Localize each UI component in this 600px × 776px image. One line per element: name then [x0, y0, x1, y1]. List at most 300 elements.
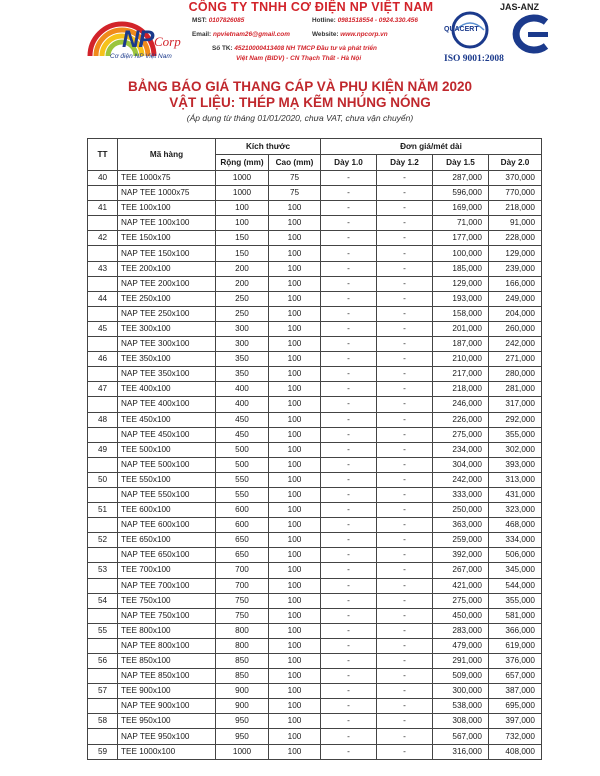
- row-price-1-2: -: [377, 171, 433, 186]
- row-price-1-2: -: [377, 367, 433, 382]
- row-price-2-0: 271,000: [489, 352, 542, 367]
- row-item-name: NAP TEE 300x100: [118, 337, 216, 352]
- row-height: 75: [269, 171, 321, 186]
- row-price-1-5: 193,000: [433, 291, 489, 306]
- table-row: [88, 608, 542, 623]
- row-tt: [88, 367, 118, 382]
- row-price-1-5: 316,000: [433, 744, 489, 759]
- row-price-2-0: 302,000: [489, 442, 542, 457]
- row-price-1-2: -: [377, 654, 433, 669]
- row-price-1-5: 71,000: [433, 216, 489, 231]
- table-row: [88, 337, 542, 352]
- row-price-1-2: -: [377, 216, 433, 231]
- row-tt: 41: [88, 201, 118, 216]
- company-name: CÔNG TY TNHH CƠ ĐIỆN NP VIỆT NAM: [188, 0, 434, 14]
- row-tt: 48: [88, 412, 118, 427]
- row-item-name: NAP TEE 1000x75: [118, 186, 216, 201]
- mst-line: [192, 17, 244, 24]
- row-price-1-0: -: [321, 201, 377, 216]
- table-row: [88, 744, 542, 759]
- header-thickness-1-5: Dày 1.5: [433, 155, 489, 171]
- row-width: 700: [216, 563, 269, 578]
- table-row: [88, 729, 542, 744]
- row-width: 600: [216, 518, 269, 533]
- row-item-name: NAP TEE 750x100: [118, 608, 216, 623]
- row-height: 100: [269, 623, 321, 638]
- row-width: 650: [216, 548, 269, 563]
- row-height: 100: [269, 291, 321, 306]
- row-width: 1000: [216, 186, 269, 201]
- row-tt: [88, 669, 118, 684]
- row-height: 100: [269, 533, 321, 548]
- row-tt: 55: [88, 623, 118, 638]
- row-tt: [88, 729, 118, 744]
- row-price-1-0: -: [321, 548, 377, 563]
- row-width: 200: [216, 276, 269, 291]
- price-table: [87, 138, 542, 760]
- row-price-1-0: -: [321, 487, 377, 502]
- row-height: 100: [269, 684, 321, 699]
- table-row: [88, 291, 542, 306]
- row-price-2-0: 91,000: [489, 216, 542, 231]
- table-row: [88, 367, 542, 382]
- row-width: 800: [216, 638, 269, 653]
- email-value: npvietnam26@gmail.com: [212, 31, 290, 38]
- hotline-label: Hotline:: [312, 17, 336, 24]
- row-price-1-2: -: [377, 744, 433, 759]
- row-price-1-5: 267,000: [433, 563, 489, 578]
- row-item-name: NAP TEE 250x100: [118, 306, 216, 321]
- row-height: 100: [269, 352, 321, 367]
- row-price-2-0: 323,000: [489, 503, 542, 518]
- row-height: 100: [269, 412, 321, 427]
- row-price-1-5: 250,000: [433, 503, 489, 518]
- row-tt: 53: [88, 563, 118, 578]
- email-label: Email:: [192, 31, 212, 38]
- row-item-name: TEE 100x100: [118, 201, 216, 216]
- row-price-1-0: -: [321, 397, 377, 412]
- row-price-1-0: -: [321, 578, 377, 593]
- row-price-2-0: 376,000: [489, 654, 542, 669]
- table-row: [88, 412, 542, 427]
- table-row: [88, 171, 542, 186]
- header-tt: TT: [88, 139, 118, 171]
- row-price-1-5: 129,000: [433, 276, 489, 291]
- row-price-1-5: 567,000: [433, 729, 489, 744]
- row-price-1-5: 421,000: [433, 578, 489, 593]
- row-item-name: NAP TEE 650x100: [118, 548, 216, 563]
- table-row: [88, 382, 542, 397]
- table-row: [88, 533, 542, 548]
- table-row: [88, 442, 542, 457]
- row-width: 750: [216, 593, 269, 608]
- row-width: 700: [216, 578, 269, 593]
- row-height: 100: [269, 397, 321, 412]
- row-height: 100: [269, 744, 321, 759]
- row-price-1-0: -: [321, 533, 377, 548]
- row-price-2-0: 166,000: [489, 276, 542, 291]
- row-price-1-0: -: [321, 623, 377, 638]
- row-price-1-5: 300,000: [433, 684, 489, 699]
- row-item-name: TEE 850x100: [118, 654, 216, 669]
- table-row: [88, 472, 542, 487]
- row-price-1-2: -: [377, 382, 433, 397]
- table-row: [88, 201, 542, 216]
- row-price-2-0: 581,000: [489, 608, 542, 623]
- row-width: 250: [216, 306, 269, 321]
- row-price-1-2: -: [377, 276, 433, 291]
- row-price-1-2: -: [377, 261, 433, 276]
- row-height: 100: [269, 246, 321, 261]
- row-price-1-5: 242,000: [433, 472, 489, 487]
- row-price-1-0: -: [321, 563, 377, 578]
- row-height: 100: [269, 321, 321, 336]
- table-row: [88, 352, 542, 367]
- website-line: [312, 31, 388, 38]
- row-item-name: TEE 600x100: [118, 503, 216, 518]
- row-price-2-0: 239,000: [489, 261, 542, 276]
- row-price-1-2: -: [377, 608, 433, 623]
- row-price-1-2: -: [377, 397, 433, 412]
- letterhead: [0, 0, 600, 72]
- row-price-2-0: 228,000: [489, 231, 542, 246]
- row-price-2-0: 431,000: [489, 487, 542, 502]
- row-price-2-0: 317,000: [489, 397, 542, 412]
- row-height: 100: [269, 306, 321, 321]
- row-price-2-0: 366,000: [489, 623, 542, 638]
- row-price-1-2: -: [377, 714, 433, 729]
- row-width: 450: [216, 427, 269, 442]
- table-row: [88, 684, 542, 699]
- row-price-1-2: -: [377, 623, 433, 638]
- row-price-1-2: -: [377, 291, 433, 306]
- table-row: [88, 563, 542, 578]
- row-price-2-0: 242,000: [489, 337, 542, 352]
- row-price-2-0: 334,000: [489, 533, 542, 548]
- row-price-1-0: -: [321, 472, 377, 487]
- row-item-name: NAP TEE 850x100: [118, 669, 216, 684]
- certification-badges: [442, 2, 560, 68]
- row-item-name: TEE 1000x75: [118, 171, 216, 186]
- header-item: Mã hàng: [118, 139, 216, 171]
- row-price-1-0: -: [321, 669, 377, 684]
- row-price-2-0: 695,000: [489, 699, 542, 714]
- row-width: 900: [216, 684, 269, 699]
- row-item-name: NAP TEE 600x100: [118, 518, 216, 533]
- row-width: 850: [216, 654, 269, 669]
- row-width: 550: [216, 487, 269, 502]
- row-price-1-0: -: [321, 321, 377, 336]
- row-tt: [88, 246, 118, 261]
- row-item-name: NAP TEE 550x100: [118, 487, 216, 502]
- row-item-name: TEE 150x100: [118, 231, 216, 246]
- company-logo: [86, 6, 206, 64]
- row-width: 950: [216, 729, 269, 744]
- website-label: Website:: [312, 31, 339, 38]
- logo-corp: Corp: [154, 34, 181, 49]
- row-height: 100: [269, 382, 321, 397]
- row-price-2-0: 260,000: [489, 321, 542, 336]
- row-tt: [88, 518, 118, 533]
- header-thickness-1-2: Dày 1.2: [377, 155, 433, 171]
- row-width: 250: [216, 291, 269, 306]
- row-price-1-2: -: [377, 231, 433, 246]
- row-price-1-5: 333,000: [433, 487, 489, 502]
- row-price-1-2: -: [377, 503, 433, 518]
- row-height: 100: [269, 367, 321, 382]
- row-height: 100: [269, 714, 321, 729]
- row-height: 100: [269, 593, 321, 608]
- row-price-1-5: 283,000: [433, 623, 489, 638]
- row-item-name: NAP TEE 900x100: [118, 699, 216, 714]
- row-width: 500: [216, 442, 269, 457]
- row-height: 100: [269, 729, 321, 744]
- row-price-1-0: -: [321, 337, 377, 352]
- row-tt: [88, 608, 118, 623]
- row-item-name: TEE 800x100: [118, 623, 216, 638]
- row-width: 750: [216, 608, 269, 623]
- row-price-1-2: -: [377, 442, 433, 457]
- row-item-name: TEE 400x100: [118, 382, 216, 397]
- row-item-name: TEE 1000x100: [118, 744, 216, 759]
- row-height: 100: [269, 231, 321, 246]
- row-height: 100: [269, 216, 321, 231]
- row-tt: 54: [88, 593, 118, 608]
- row-width: 950: [216, 714, 269, 729]
- row-tt: [88, 337, 118, 352]
- row-price-1-2: -: [377, 246, 433, 261]
- row-tt: [88, 487, 118, 502]
- row-width: 100: [216, 216, 269, 231]
- row-price-1-5: 169,000: [433, 201, 489, 216]
- hotline-line: [312, 17, 418, 24]
- row-price-1-0: -: [321, 714, 377, 729]
- row-price-1-5: 308,000: [433, 714, 489, 729]
- row-price-1-0: -: [321, 638, 377, 653]
- row-price-1-5: 226,000: [433, 412, 489, 427]
- row-price-2-0: 732,000: [489, 729, 542, 744]
- row-price-1-5: 275,000: [433, 593, 489, 608]
- table-row: [88, 503, 542, 518]
- row-tt: [88, 578, 118, 593]
- row-height: 100: [269, 457, 321, 472]
- row-price-2-0: 370,000: [489, 171, 542, 186]
- row-price-2-0: 313,000: [489, 472, 542, 487]
- row-item-name: NAP TEE 800x100: [118, 638, 216, 653]
- header-width: Rộng (mm): [216, 155, 269, 171]
- row-price-1-2: -: [377, 321, 433, 336]
- row-tt: 50: [88, 472, 118, 487]
- row-tt: 45: [88, 321, 118, 336]
- row-price-1-0: -: [321, 684, 377, 699]
- table-row: [88, 548, 542, 563]
- row-price-1-2: -: [377, 306, 433, 321]
- table-row: [88, 186, 542, 201]
- row-item-name: NAP TEE 350x100: [118, 367, 216, 382]
- row-height: 100: [269, 442, 321, 457]
- row-tt: 46: [88, 352, 118, 367]
- row-price-1-5: 234,000: [433, 442, 489, 457]
- header-height: Cao (mm): [269, 155, 321, 171]
- row-tt: [88, 397, 118, 412]
- row-price-1-0: -: [321, 654, 377, 669]
- table-row: [88, 216, 542, 231]
- row-width: 200: [216, 261, 269, 276]
- table-row: [88, 261, 542, 276]
- row-height: 100: [269, 608, 321, 623]
- row-tt: 51: [88, 503, 118, 518]
- row-price-1-5: 363,000: [433, 518, 489, 533]
- row-item-name: TEE 250x100: [118, 291, 216, 306]
- row-tt: [88, 699, 118, 714]
- logo-wordmark: NP: [122, 26, 154, 53]
- row-price-1-2: -: [377, 729, 433, 744]
- row-price-1-0: -: [321, 231, 377, 246]
- row-item-name: NAP TEE 450x100: [118, 427, 216, 442]
- bank-line: [212, 45, 377, 52]
- quacert-label: QUACERT: [444, 26, 479, 33]
- row-price-1-2: -: [377, 186, 433, 201]
- row-item-name: NAP TEE 950x100: [118, 729, 216, 744]
- row-price-1-5: 259,000: [433, 533, 489, 548]
- row-height: 100: [269, 503, 321, 518]
- table-row: [88, 578, 542, 593]
- row-item-name: TEE 700x100: [118, 563, 216, 578]
- row-tt: 52: [88, 533, 118, 548]
- table-row: [88, 487, 542, 502]
- row-tt: [88, 427, 118, 442]
- row-price-2-0: 249,000: [489, 291, 542, 306]
- row-width: 800: [216, 623, 269, 638]
- row-price-1-0: -: [321, 291, 377, 306]
- row-height: 100: [269, 337, 321, 352]
- row-tt: 44: [88, 291, 118, 306]
- row-price-1-5: 291,000: [433, 654, 489, 669]
- hotline-value: 0981518554 - 0924.330.456: [337, 17, 418, 24]
- header-thickness-2-0: Dày 2.0: [489, 155, 542, 171]
- row-item-name: TEE 300x100: [118, 321, 216, 336]
- row-price-1-2: -: [377, 563, 433, 578]
- document-titles: [0, 79, 600, 125]
- row-tt: 59: [88, 744, 118, 759]
- row-price-1-2: -: [377, 487, 433, 502]
- row-price-2-0: 355,000: [489, 427, 542, 442]
- row-width: 450: [216, 412, 269, 427]
- row-price-1-5: 217,000: [433, 367, 489, 382]
- jas-anz-label: JAS-ANZ: [500, 2, 540, 12]
- material-title: VẬT LIỆU: THÉP MẠ KẼM NHÚNG NÓNG: [169, 95, 431, 110]
- logo-tagline: Cơ điện NP Việt Nam: [110, 53, 172, 60]
- row-price-1-0: -: [321, 276, 377, 291]
- row-tt: 43: [88, 261, 118, 276]
- jas-anz-mark-icon: [508, 14, 552, 54]
- row-tt: 56: [88, 654, 118, 669]
- row-price-1-5: 538,000: [433, 699, 489, 714]
- row-width: 600: [216, 503, 269, 518]
- row-item-name: TEE 900x100: [118, 684, 216, 699]
- row-price-1-0: -: [321, 186, 377, 201]
- row-price-2-0: 506,000: [489, 548, 542, 563]
- row-price-2-0: 345,000: [489, 563, 542, 578]
- row-price-1-0: -: [321, 744, 377, 759]
- row-price-2-0: 280,000: [489, 367, 542, 382]
- row-height: 100: [269, 518, 321, 533]
- row-price-1-0: -: [321, 382, 377, 397]
- price-note: (Áp dụng từ tháng 01/01/2020, chưa VAT, chưa vận chuyển): [186, 113, 414, 123]
- row-width: 650: [216, 533, 269, 548]
- table-row: [88, 306, 542, 321]
- mst-label: MST:: [192, 17, 207, 24]
- row-item-name: TEE 350x100: [118, 352, 216, 367]
- row-height: 100: [269, 276, 321, 291]
- iso-label: ISO 9001:2008: [444, 54, 504, 64]
- row-width: 1000: [216, 744, 269, 759]
- row-price-2-0: 619,000: [489, 638, 542, 653]
- row-height: 100: [269, 669, 321, 684]
- row-height: 75: [269, 186, 321, 201]
- row-item-name: NAP TEE 700x100: [118, 578, 216, 593]
- bank-value: 45210000413408 NH TMCP Đầu tư và phát triển: [234, 45, 377, 52]
- row-tt: [88, 457, 118, 472]
- table-row: [88, 623, 542, 638]
- header-size: Kích thước: [216, 139, 321, 155]
- row-width: 1000: [216, 171, 269, 186]
- row-price-1-2: -: [377, 699, 433, 714]
- row-price-1-5: 304,000: [433, 457, 489, 472]
- row-tt: 58: [88, 714, 118, 729]
- row-price-2-0: 204,000: [489, 306, 542, 321]
- row-price-2-0: 129,000: [489, 246, 542, 261]
- row-height: 100: [269, 563, 321, 578]
- row-price-2-0: 468,000: [489, 518, 542, 533]
- row-tt: [88, 306, 118, 321]
- row-price-1-5: 158,000: [433, 306, 489, 321]
- website-value: www.npcorp.vn: [340, 31, 388, 38]
- row-height: 100: [269, 654, 321, 669]
- row-width: 350: [216, 352, 269, 367]
- row-price-2-0: 387,000: [489, 684, 542, 699]
- header-thickness-1-0: Dày 1.0: [321, 155, 377, 171]
- row-price-1-2: -: [377, 472, 433, 487]
- bank-label: Số TK:: [212, 45, 233, 52]
- row-tt: 47: [88, 382, 118, 397]
- row-item-name: NAP TEE 100x100: [118, 216, 216, 231]
- price-table-body: [88, 171, 542, 760]
- row-price-1-5: 218,000: [433, 382, 489, 397]
- row-price-2-0: 281,000: [489, 382, 542, 397]
- table-row: [88, 518, 542, 533]
- row-item-name: TEE 550x100: [118, 472, 216, 487]
- row-item-name: TEE 450x100: [118, 412, 216, 427]
- row-price-1-2: -: [377, 457, 433, 472]
- row-price-1-5: 177,000: [433, 231, 489, 246]
- row-price-2-0: 657,000: [489, 669, 542, 684]
- row-width: 300: [216, 321, 269, 336]
- mst-value: 0107826085: [208, 17, 245, 24]
- row-item-name: NAP TEE 200x100: [118, 276, 216, 291]
- row-price-1-2: -: [377, 352, 433, 367]
- row-price-1-0: -: [321, 427, 377, 442]
- row-price-1-5: 246,000: [433, 397, 489, 412]
- row-price-2-0: 292,000: [489, 412, 542, 427]
- row-width: 150: [216, 246, 269, 261]
- row-price-1-0: -: [321, 367, 377, 382]
- row-price-1-5: 392,000: [433, 548, 489, 563]
- row-item-name: TEE 950x100: [118, 714, 216, 729]
- row-item-name: TEE 500x100: [118, 442, 216, 457]
- row-tt: [88, 548, 118, 563]
- row-price-1-2: -: [377, 638, 433, 653]
